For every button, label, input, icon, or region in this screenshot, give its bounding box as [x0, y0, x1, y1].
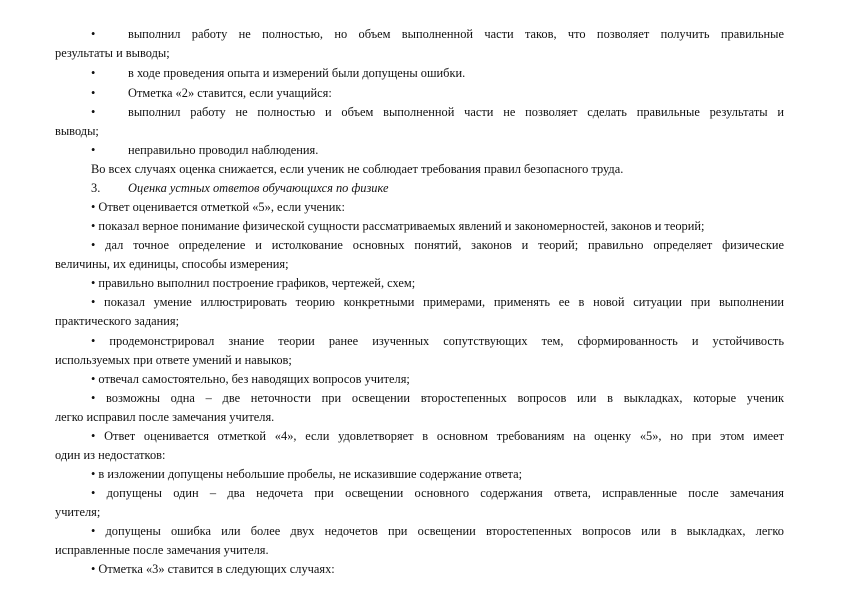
list-item-text: • допущены ошибка или более двух недочетов при освещении второстепенных вопросов или в выкладках, легко — [91, 524, 784, 538]
list-bullet: • — [91, 105, 96, 119]
list-item-continuation: один из недостатков: — [55, 448, 166, 462]
list-bullet: • — [91, 27, 96, 41]
list-item-text: • правильно выполнил построение графиков, чертежей, схем; — [91, 276, 416, 290]
grade-2-heading: Отметка «2» ставится, если учащийся: — [128, 86, 332, 100]
paragraph: Во всех случаях оценка снижается, если ученик не соблюдает требования правил безопасного труда. — [91, 162, 624, 176]
list-item-continuation: величины, их единицы, способы измерения; — [55, 257, 289, 271]
list-item-text: • Ответ оценивается отметкой «5», если ученик: — [91, 200, 345, 214]
list-item-text: • продемонстрировал знание теории ранее изученных сопутствующих тем, сформированность и устойчивость — [91, 334, 784, 348]
list-item-text: • в изложении допущены небольшие пробелы, не исказившие содержание ответа; — [91, 467, 523, 481]
list-item-text: в ходе проведения опыта и измерений были допущены ошибки. — [128, 66, 466, 80]
section-number: 3. — [91, 181, 101, 195]
list-item-continuation: учителя; — [55, 505, 101, 519]
list-item-continuation: используемых при ответе умений и навыков; — [55, 353, 292, 367]
list-item-text: • Ответ оценивается отметкой «4», если удовлетворяет в основном требованиям на оценку «5», но при этом имеет — [91, 429, 784, 443]
list-item-text: • отвечал самостоятельно, без наводящих вопросов учителя; — [91, 372, 410, 386]
list-item-continuation: результаты и выводы; — [55, 46, 170, 60]
list-bullet: • — [91, 66, 96, 80]
section-heading: Оценка устных ответов обучающихся по физике — [128, 181, 389, 195]
list-item-text: • Отметка «3» ставится в следующих случаях: — [91, 562, 335, 576]
list-item-text: • показал умение иллюстрировать теорию конкретными примерами, применять ее в новой ситуации при выполнении — [91, 295, 784, 309]
list-bullet: • — [91, 86, 96, 100]
list-item-text: выполнил работу не полностью и объем выполненной части не позволяет сделать правильные результаты и — [128, 105, 784, 119]
list-item-text: неправильно проводил наблюдения. — [128, 143, 319, 157]
list-item-text: • допущены один – два недочета при освещении основного содержания ответа, исправленные после замечания — [91, 486, 784, 500]
list-item-continuation: легко исправил после замечания учителя. — [55, 410, 275, 424]
list-item-text: • показал верное понимание физической сущности рассматриваемых явлений и закономерностей, законов и теорий; — [91, 219, 705, 233]
list-bullet: • — [91, 143, 96, 157]
list-item-continuation: практического задания; — [55, 314, 180, 328]
list-item-text: выполнил работу не полностью, но объем выполненной части таков, что позволяет получить правильные — [128, 27, 784, 41]
list-item-text: • дал точное определение и истолкование основных понятий, законов и теорий; правильно определяет физические — [91, 238, 784, 252]
list-item-continuation: выводы; — [55, 124, 99, 138]
list-item-text: • возможны одна – две неточности при освещении второстепенных вопросов или в выкладках, которые ученик — [91, 391, 784, 405]
list-item-continuation: исправленные после замечания учителя. — [55, 543, 269, 557]
